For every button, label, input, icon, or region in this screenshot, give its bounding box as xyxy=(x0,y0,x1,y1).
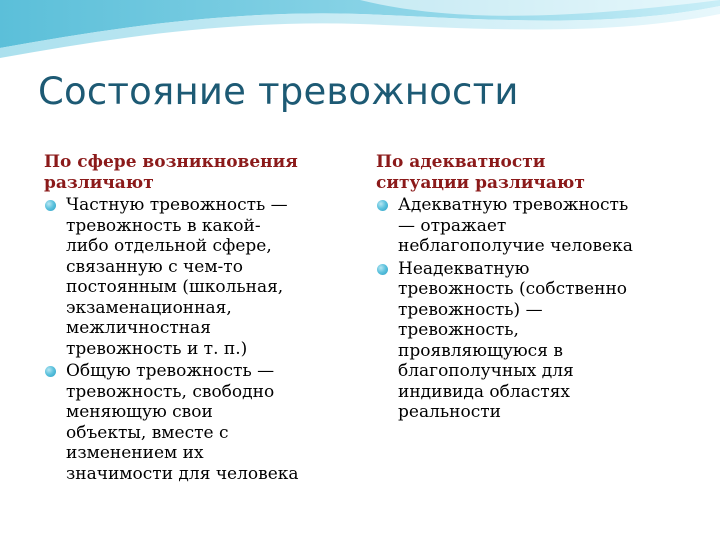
item-text-line: меняющую свои xyxy=(66,402,213,422)
bullet-dot-icon xyxy=(377,200,388,211)
item-text-line: тревожность) — xyxy=(398,299,543,320)
item-text-line: изменением их xyxy=(66,443,204,463)
bullet-dot-icon xyxy=(45,366,56,377)
right-bullet-item xyxy=(376,195,696,257)
item-text-line: благополучных для xyxy=(398,361,574,381)
item-text-line: тревожность (собственно xyxy=(398,279,628,299)
item-text-line: постоянным (школьная, xyxy=(66,277,284,297)
item-text-line: Частную тревожность — xyxy=(66,195,288,215)
right-heading xyxy=(376,152,696,193)
header-wave-decoration xyxy=(0,0,720,80)
item-text-line: тревожность и т. п.) xyxy=(66,338,248,359)
item-text-line: объекты, вместе с xyxy=(66,422,229,443)
right-column xyxy=(376,152,696,423)
item-text-line: Адекватную тревожность xyxy=(398,195,629,215)
left-heading-line: По сфере возникновения xyxy=(44,152,298,172)
item-text-line: проявляющуюся в xyxy=(398,340,563,361)
left-bullet-item xyxy=(44,195,362,359)
item-text-line: — отражает xyxy=(398,215,507,236)
item-text-line: межличностная xyxy=(66,318,211,338)
right-heading-line: По адекватности xyxy=(376,152,546,172)
left-heading-line: различают xyxy=(44,172,154,193)
right-bullet-item xyxy=(376,259,696,423)
item-text-line: тревожность в какой- xyxy=(66,215,261,236)
item-text-line: либо отдельной сфере, xyxy=(66,236,272,256)
slide-title: Состояние тревожности xyxy=(38,70,519,113)
item-text-line: экзаменационная, xyxy=(66,297,232,318)
item-text-line: тревожность, свободно xyxy=(66,381,275,402)
item-text-line: Общую тревожность — xyxy=(66,361,275,381)
item-text-line: связанную с чем-то xyxy=(66,256,243,277)
item-text-line: реальности xyxy=(398,402,501,422)
left-heading xyxy=(44,152,362,193)
bullet-dot-icon xyxy=(45,200,56,211)
item-text-line: Неадекватную xyxy=(398,258,530,279)
item-text-line: индивида областях xyxy=(398,381,571,402)
item-text-line: значимости для человека xyxy=(66,463,299,484)
left-column xyxy=(44,152,362,484)
bullet-dot-icon xyxy=(377,264,388,275)
left-bullet-item xyxy=(44,361,362,484)
item-text-line: тревожность, xyxy=(398,320,519,340)
item-text-line: неблагополучие человека xyxy=(398,236,633,256)
right-heading-line: ситуации различают xyxy=(376,172,585,193)
